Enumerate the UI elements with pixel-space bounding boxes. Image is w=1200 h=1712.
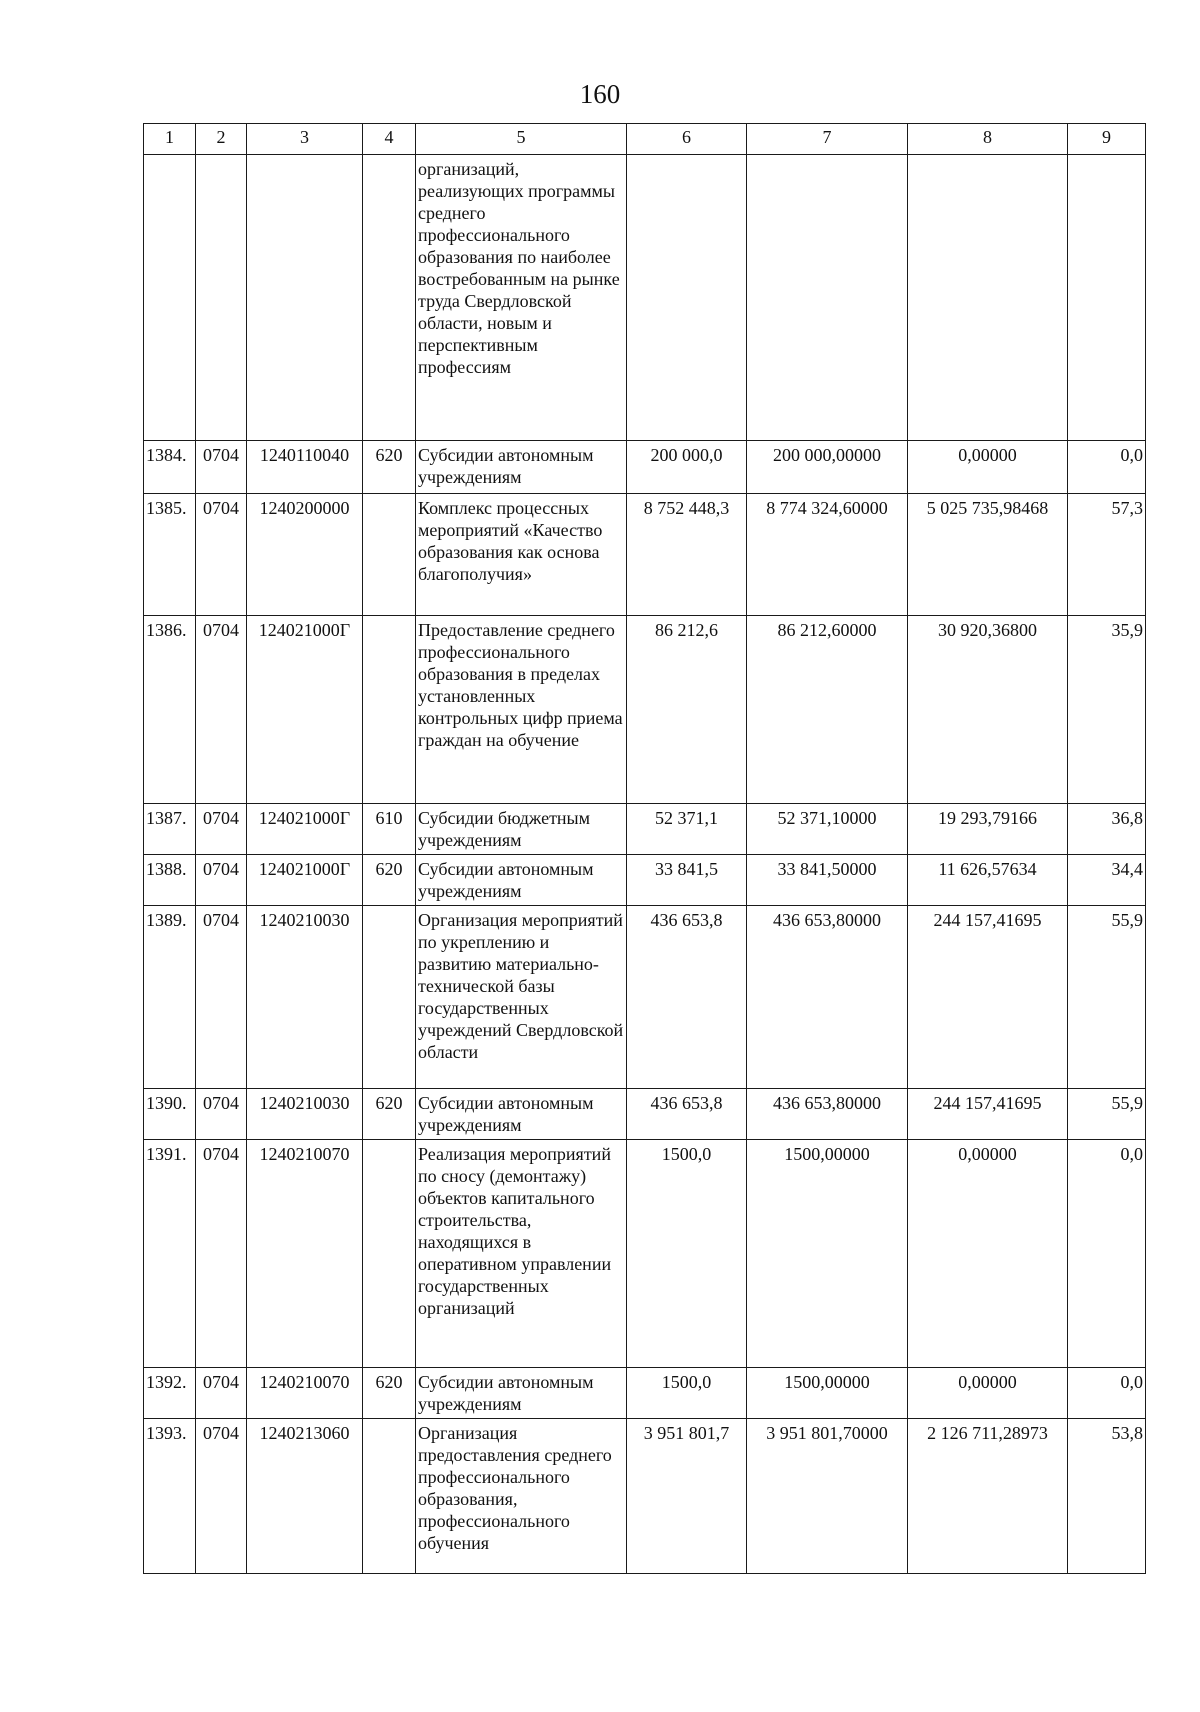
expense-type-code: [363, 1419, 416, 1574]
value-col-8: 11 626,57634: [908, 855, 1068, 906]
row-number: 1388.: [144, 855, 196, 906]
item-name: Организация предоставления среднего профессионального образования, профессионального обучения: [416, 1419, 627, 1574]
value-col-9: 0,0: [1068, 441, 1146, 494]
value-col-8: 5 025 735,98468: [908, 494, 1068, 616]
table-row: [144, 494, 1146, 616]
expense-type-code: [363, 494, 416, 616]
value-col-9: 34,4: [1068, 855, 1146, 906]
row-number: 1389.: [144, 906, 196, 1089]
value-col-7: 1500,00000: [747, 1140, 908, 1368]
item-name: Субсидии бюджетным учреждениям: [416, 804, 627, 855]
row-number: 1384.: [144, 441, 196, 494]
header-cell: 1: [144, 124, 196, 155]
header-cell: 9: [1068, 124, 1146, 155]
target-article-code: 124021000Г: [247, 804, 363, 855]
header-cell: 5: [416, 124, 627, 155]
expense-type-code: [363, 616, 416, 804]
table-row: [144, 1089, 1146, 1140]
row-number: 1386.: [144, 616, 196, 804]
expense-type-code: 620: [363, 1089, 416, 1140]
header-cell: 2: [196, 124, 247, 155]
target-article-code: 1240213060: [247, 1419, 363, 1574]
value-col-7: 52 371,10000: [747, 804, 908, 855]
value-col-6: 52 371,1: [627, 804, 747, 855]
value-col-8: 244 157,41695: [908, 1089, 1068, 1140]
value-col-7: 436 653,80000: [747, 1089, 908, 1140]
item-name: Субсидии автономным учреждениям: [416, 855, 627, 906]
item-name: Субсидии автономным учреждениям: [416, 441, 627, 494]
item-name: Комплекс процессных мероприятий «Качество образования как основа благополучия»: [416, 494, 627, 616]
value-col-7: 86 212,60000: [747, 616, 908, 804]
value-col-8: 30 920,36800: [908, 616, 1068, 804]
value-col-6: 1500,0: [627, 1140, 747, 1368]
target-article-code: 124021000Г: [247, 855, 363, 906]
header-cell: 4: [363, 124, 416, 155]
section-code: 0704: [196, 1089, 247, 1140]
table-row: [144, 616, 1146, 804]
value-col-9: 53,8: [1068, 1419, 1146, 1574]
expense-type-code: [363, 906, 416, 1089]
table-row: [144, 906, 1146, 1089]
section-code: [196, 155, 247, 441]
row-number: 1393.: [144, 1419, 196, 1574]
value-col-8: 0,00000: [908, 1368, 1068, 1419]
row-number: 1391.: [144, 1140, 196, 1368]
item-name: организаций, реализующих программы среднего профессионального образования по наиболее востребованным на рынке труда Свердловской области, новым и перспективным профессиям: [416, 155, 627, 441]
expense-type-code: 620: [363, 441, 416, 494]
value-col-9: 0,0: [1068, 1140, 1146, 1368]
section-code: 0704: [196, 1419, 247, 1574]
item-name: Субсидии автономным учреждениям: [416, 1089, 627, 1140]
value-col-9: 55,9: [1068, 1089, 1146, 1140]
target-article-code: 1240210030: [247, 906, 363, 1089]
value-col-7: 1500,00000: [747, 1368, 908, 1419]
value-col-7: 8 774 324,60000: [747, 494, 908, 616]
target-article-code: 1240200000: [247, 494, 363, 616]
table-row: [144, 155, 1146, 441]
section-code: 0704: [196, 1140, 247, 1368]
header-cell: 8: [908, 124, 1068, 155]
value-col-8: 19 293,79166: [908, 804, 1068, 855]
target-article-code: 1240210070: [247, 1368, 363, 1419]
value-col-7: 436 653,80000: [747, 906, 908, 1089]
expense-type-code: 620: [363, 855, 416, 906]
expense-type-code: [363, 155, 416, 441]
expense-type-code: [363, 1140, 416, 1368]
value-col-6: 1500,0: [627, 1368, 747, 1419]
row-number: 1387.: [144, 804, 196, 855]
table-row: [144, 804, 1146, 855]
header-cell: 7: [747, 124, 908, 155]
value-col-9: [1068, 155, 1146, 441]
expense-type-code: 620: [363, 1368, 416, 1419]
item-name: Организация мероприятий по укреплению и развитию материально-технической базы государственных учреждений Свердловской области: [416, 906, 627, 1089]
section-code: 0704: [196, 441, 247, 494]
value-col-7: 200 000,00000: [747, 441, 908, 494]
target-article-code: 124021000Г: [247, 616, 363, 804]
table-row: [144, 441, 1146, 494]
table-row: [144, 1140, 1146, 1368]
value-col-6: 8 752 448,3: [627, 494, 747, 616]
value-col-7: 33 841,50000: [747, 855, 908, 906]
value-col-6: 436 653,8: [627, 906, 747, 1089]
value-col-6: 436 653,8: [627, 1089, 747, 1140]
table-row: [144, 1419, 1146, 1574]
target-article-code: 1240110040: [247, 441, 363, 494]
item-name: Субсидии автономным учреждениям: [416, 1368, 627, 1419]
value-col-9: 35,9: [1068, 616, 1146, 804]
row-number: [144, 155, 196, 441]
section-code: 0704: [196, 804, 247, 855]
section-code: 0704: [196, 616, 247, 804]
value-col-6: 86 212,6: [627, 616, 747, 804]
value-col-8: 0,00000: [908, 1140, 1068, 1368]
table-row: [144, 1368, 1146, 1419]
table-row: [144, 855, 1146, 906]
expense-type-code: 610: [363, 804, 416, 855]
budget-table: [143, 123, 1146, 1574]
header-row: [144, 124, 1146, 155]
value-col-6: 33 841,5: [627, 855, 747, 906]
row-number: 1390.: [144, 1089, 196, 1140]
value-col-8: 2 126 711,28973: [908, 1419, 1068, 1574]
header-cell: 3: [247, 124, 363, 155]
value-col-6: 3 951 801,7: [627, 1419, 747, 1574]
value-col-7: 3 951 801,70000: [747, 1419, 908, 1574]
value-col-9: 0,0: [1068, 1368, 1146, 1419]
target-article-code: 1240210070: [247, 1140, 363, 1368]
value-col-8: [908, 155, 1068, 441]
header-cell: 6: [627, 124, 747, 155]
value-col-7: [747, 155, 908, 441]
value-col-9: 55,9: [1068, 906, 1146, 1089]
value-col-8: 0,00000: [908, 441, 1068, 494]
value-col-6: [627, 155, 747, 441]
value-col-6: 200 000,0: [627, 441, 747, 494]
section-code: 0704: [196, 906, 247, 1089]
row-number: 1385.: [144, 494, 196, 616]
section-code: 0704: [196, 1368, 247, 1419]
page-number: 160: [579, 79, 621, 109]
section-code: 0704: [196, 855, 247, 906]
target-article-code: [247, 155, 363, 441]
target-article-code: 1240210030: [247, 1089, 363, 1140]
value-col-8: 244 157,41695: [908, 906, 1068, 1089]
item-name: Реализация мероприятий по сносу (демонтажу) объектов капитального строительства, находящихся в оперативном управлении государственных организаций: [416, 1140, 627, 1368]
item-name: Предоставление среднего профессионального образования в пределах установленных контрольных цифр приема граждан на обучение: [416, 616, 627, 804]
value-col-9: 57,3: [1068, 494, 1146, 616]
row-number: 1392.: [144, 1368, 196, 1419]
value-col-9: 36,8: [1068, 804, 1146, 855]
section-code: 0704: [196, 494, 247, 616]
